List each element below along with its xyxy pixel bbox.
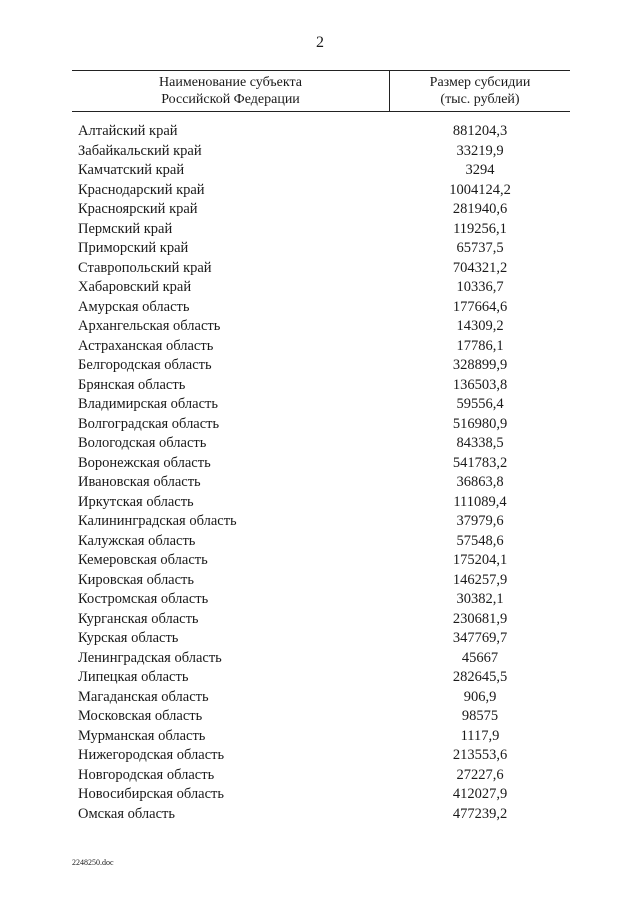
subsidy-value: 704321,2 (452, 259, 508, 276)
subsidy-value: 1117,9 (460, 727, 500, 744)
region-name: Курганская область (78, 610, 199, 627)
subsidy-value: 98575 (461, 708, 499, 725)
header-region-name (72, 71, 390, 111)
subsidy-value: 111089,4 (453, 493, 507, 510)
table-row (72, 200, 570, 220)
region-name: Владимирская область (78, 396, 218, 413)
region-name: Костромская область (78, 591, 209, 608)
region-name: Курская область (78, 630, 179, 647)
subsidy-value: 177664,6 (452, 298, 508, 315)
table-row (72, 746, 570, 766)
region-name: Волгоградская область (78, 415, 220, 432)
table-body (72, 122, 570, 824)
table-row (72, 298, 570, 318)
table-row (72, 649, 570, 669)
region-name: Камчатский край (78, 162, 185, 179)
table-row (72, 571, 570, 591)
table-row (72, 337, 570, 357)
table-row (72, 512, 570, 532)
subsidy-value: 57548,6 (456, 532, 504, 549)
table-row (72, 493, 570, 513)
subsidy-value: 14309,2 (456, 318, 504, 335)
region-name: Алтайский край (78, 123, 178, 140)
region-name: Пермский край (78, 220, 173, 237)
subsidy-value: 477239,2 (452, 805, 508, 822)
header-subsidy-amount-line1: Размер субсидии (429, 75, 531, 90)
region-name: Приморский край (78, 240, 189, 257)
subsidy-value: 10336,7 (456, 279, 504, 296)
region-name: Брянская область (78, 376, 186, 393)
region-name: Красноярский край (78, 201, 198, 218)
table-row (72, 142, 570, 162)
table-row (72, 356, 570, 376)
subsidy-value: 282645,5 (452, 669, 508, 686)
table-row (72, 785, 570, 805)
subsidy-value: 17786,1 (456, 337, 504, 354)
subsidy-value: 906,9 (463, 688, 497, 705)
region-name: Хабаровский край (78, 279, 192, 296)
region-name: Мурманская область (78, 727, 206, 744)
subsidy-value: 146257,9 (452, 571, 508, 588)
region-name: Ивановская область (78, 474, 201, 491)
header-subsidy-amount (390, 71, 570, 111)
table-row (72, 434, 570, 454)
region-name: Ленинградская область (78, 649, 222, 666)
table-header (72, 70, 570, 112)
subsidy-value: 65737,5 (456, 240, 504, 257)
table-row (72, 317, 570, 337)
header-subsidy-amount-line2: (тыс. рублей) (440, 92, 520, 107)
region-name: Белгородская область (78, 357, 212, 374)
table-row (72, 376, 570, 396)
table-row (72, 259, 570, 279)
subsidy-value: 136503,8 (452, 376, 508, 393)
subsidy-value: 27227,6 (456, 766, 504, 783)
document-code: 2248250.doc (72, 858, 114, 867)
header-region-name-line1: Наименование субъекта (159, 75, 302, 90)
region-name: Липецкая область (78, 669, 189, 686)
region-name: Иркутская область (78, 493, 194, 510)
table-row (72, 668, 570, 688)
table-row (72, 766, 570, 786)
region-name: Астраханская область (78, 337, 214, 354)
region-name: Ставропольский край (78, 259, 212, 276)
region-name: Забайкальский край (78, 142, 202, 159)
subsidy-table (72, 70, 570, 824)
subsidy-value: 30382,1 (456, 591, 504, 608)
table-row (72, 551, 570, 571)
table-row (72, 629, 570, 649)
table-row (72, 181, 570, 201)
table-row (72, 220, 570, 240)
subsidy-value: 33219,9 (456, 142, 504, 159)
subsidy-value: 59556,4 (456, 396, 504, 413)
subsidy-value: 347769,7 (452, 630, 508, 647)
table-row (72, 590, 570, 610)
table-row (72, 239, 570, 259)
subsidy-value: 281940,6 (452, 201, 508, 218)
table-row (72, 727, 570, 747)
table-row (72, 122, 570, 142)
region-name: Калининградская область (78, 513, 237, 530)
table-row (72, 610, 570, 630)
subsidy-value: 37979,6 (456, 513, 504, 530)
subsidy-value: 45667 (461, 649, 499, 666)
region-name: Московская область (78, 708, 203, 725)
subsidy-value: 541783,2 (452, 454, 508, 471)
region-name: Новгородская область (78, 766, 215, 783)
subsidy-value: 213553,6 (452, 747, 508, 764)
region-name: Воронежская область (78, 454, 211, 471)
region-name: Архангельская область (78, 318, 221, 335)
region-name: Кемеровская область (78, 552, 208, 569)
subsidy-value: 175204,1 (452, 552, 508, 569)
table-row (72, 415, 570, 435)
subsidy-value: 516980,9 (452, 415, 508, 432)
subsidy-value: 84338,5 (456, 435, 504, 452)
subsidy-value: 412027,9 (452, 786, 508, 803)
table-row (72, 805, 570, 825)
subsidy-value: 36863,8 (456, 474, 504, 491)
region-name: Амурская область (78, 298, 190, 315)
table-row (72, 395, 570, 415)
header-region-name-line2: Российской Федерации (161, 92, 300, 107)
region-name: Новосибирская область (78, 786, 224, 803)
region-name: Магаданская область (78, 688, 209, 705)
subsidy-value: 230681,9 (452, 610, 508, 627)
table-row (72, 454, 570, 474)
subsidy-value: 328899,9 (452, 357, 508, 374)
table-row (72, 473, 570, 493)
subsidy-value: 1004124,2 (449, 181, 511, 198)
table-row (72, 707, 570, 727)
subsidy-value: 119256,1 (453, 220, 507, 237)
region-name: Нижегородская область (78, 747, 225, 764)
region-name: Вологодская область (78, 435, 207, 452)
table-row (72, 532, 570, 552)
subsidy-value: 3294 (465, 162, 495, 179)
region-name: Калужская область (78, 532, 196, 549)
table-row (72, 161, 570, 181)
subsidy-value: 881204,3 (452, 123, 508, 140)
region-name: Кировская область (78, 571, 195, 588)
page-number: 2 (316, 34, 324, 51)
table-row (72, 278, 570, 298)
table-row (72, 688, 570, 708)
region-name: Омская область (78, 805, 175, 822)
region-name: Краснодарский край (78, 181, 205, 198)
